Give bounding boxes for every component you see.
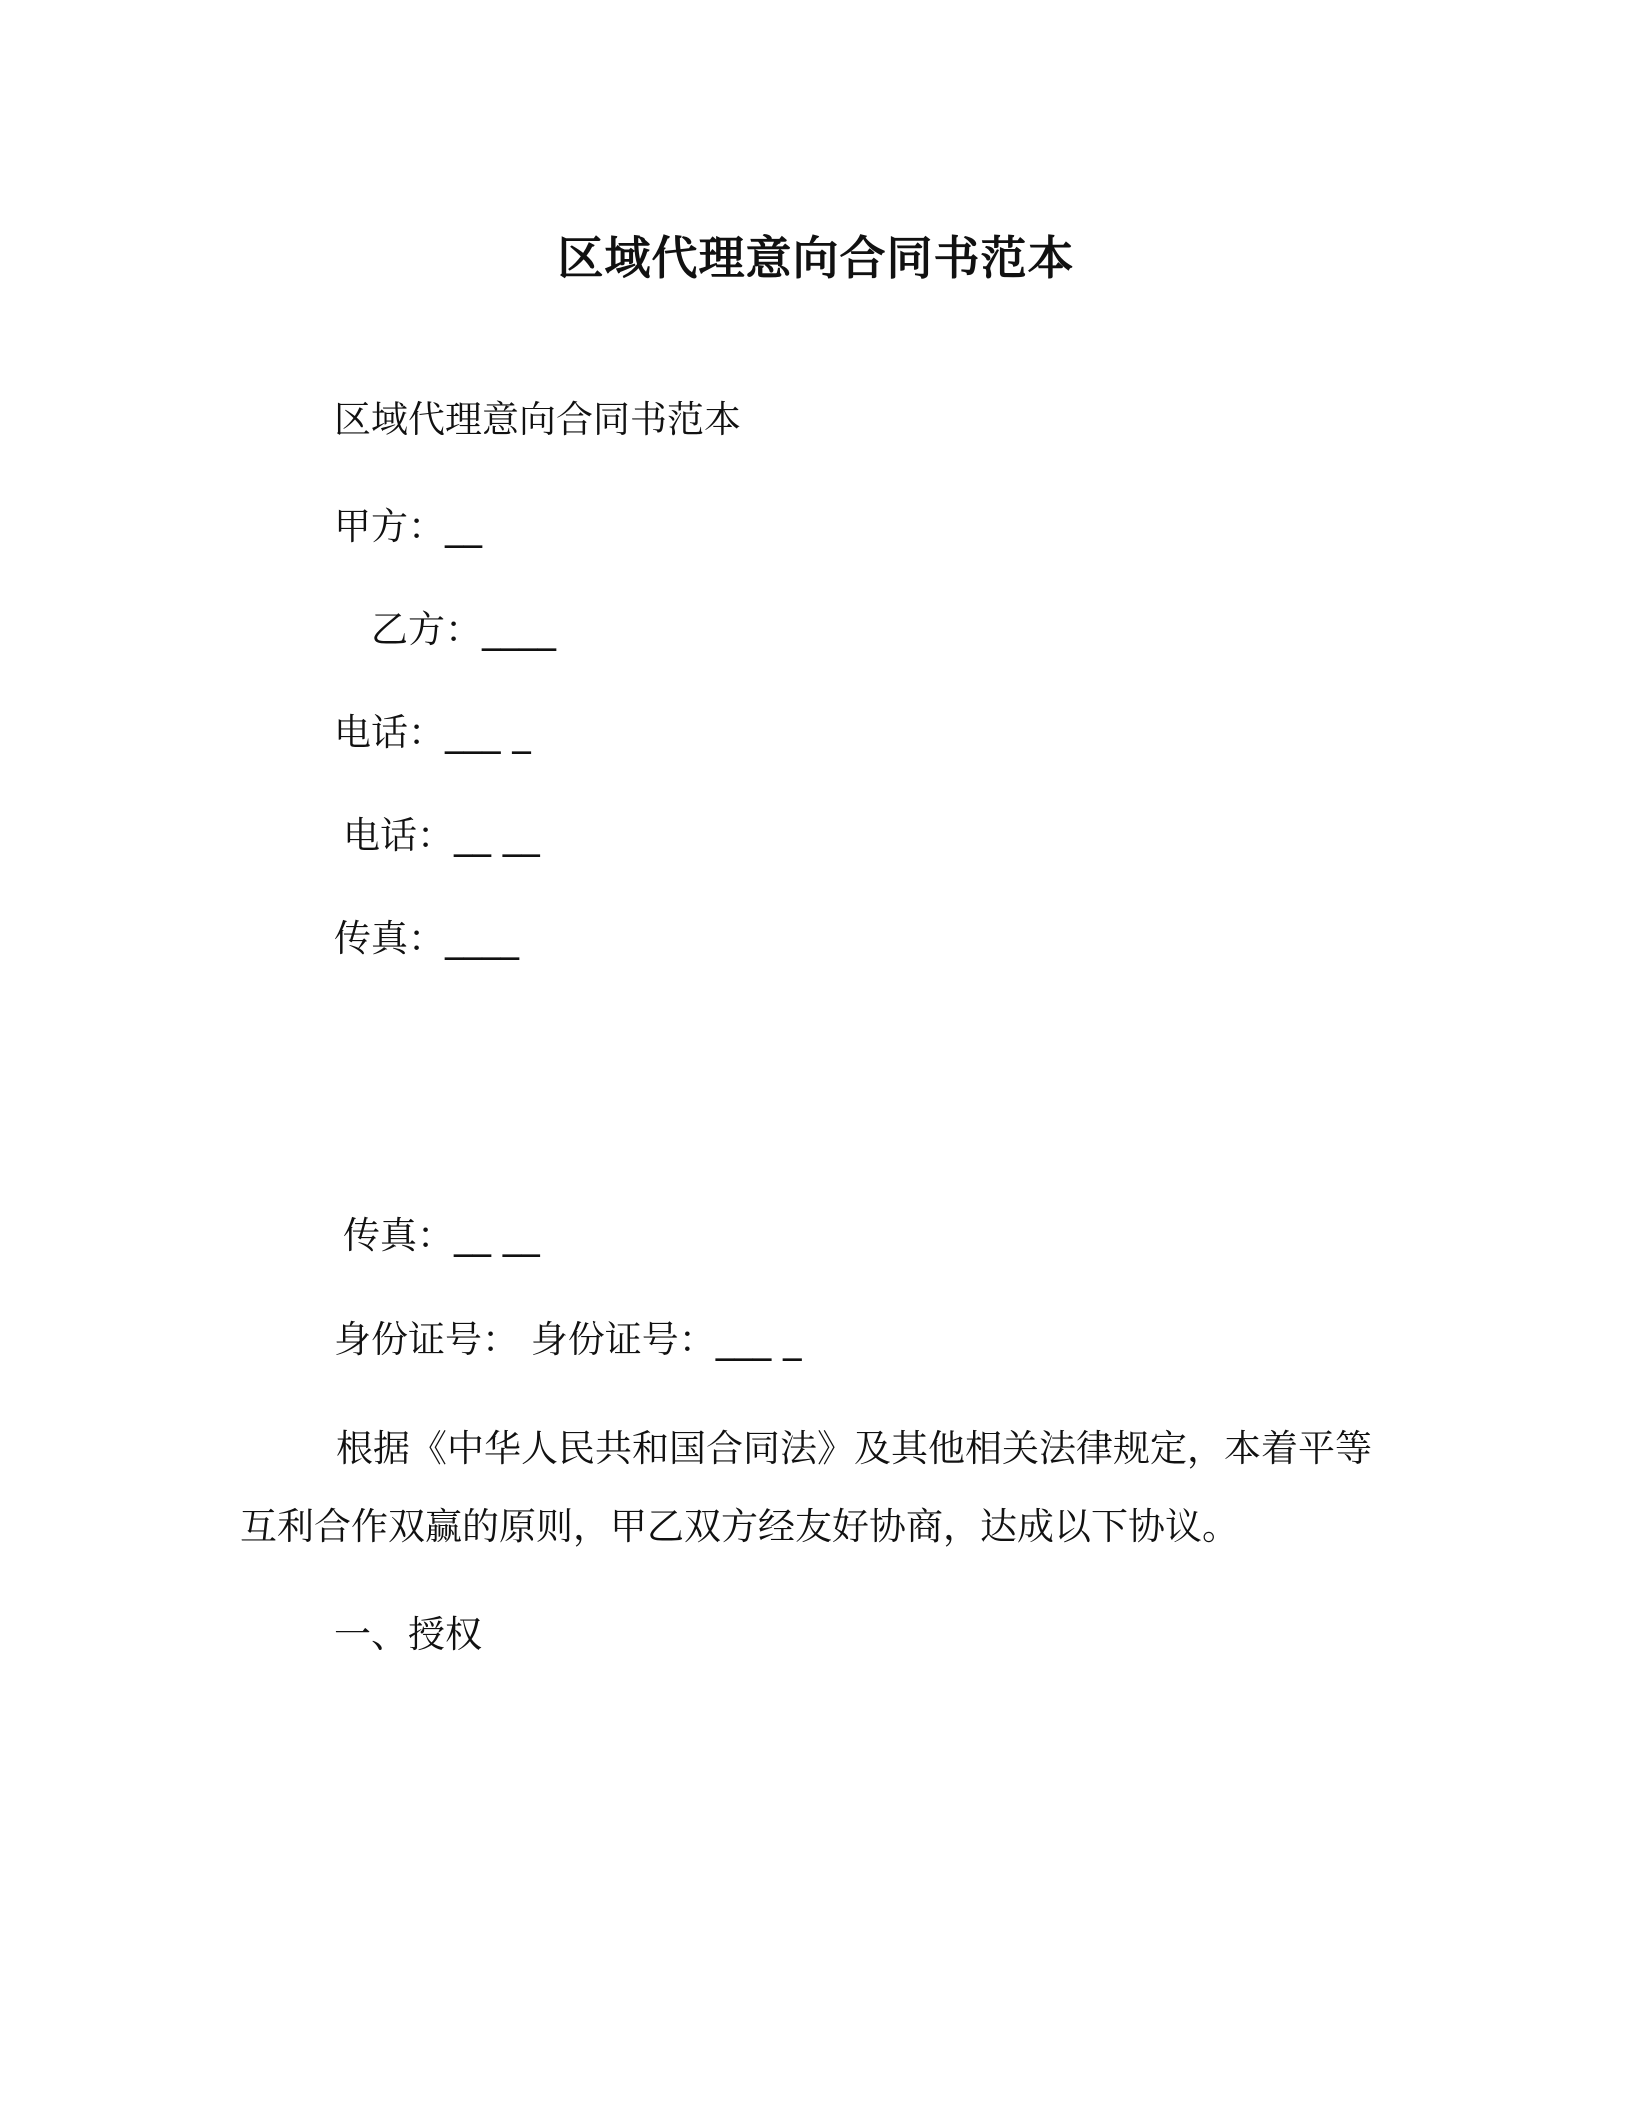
phone-field-1: 电话：___ _ (334, 711, 531, 754)
document-subtitle: 区域代理意向合同书范本 (334, 398, 741, 441)
id-number-field: 身份证号： 身份证号：___ _ (334, 1318, 802, 1361)
preamble-paragraph: 根据《中华人民共和国合同法》及其他相关法律规定，本着平等互利合作双赢的原则，甲乙双方经友好协商，达成以下协议。 (240, 1427, 1372, 1548)
section-heading-authorization: 一、授权 (334, 1613, 482, 1656)
party-a-field: 甲方：__ (334, 505, 482, 548)
fax-field-1: 传真：____ (334, 917, 519, 960)
party-b-field: 乙方：____ (371, 608, 556, 651)
phone-field-2: 电话：__ __ (343, 814, 540, 857)
document-title: 区域代理意向合同书范本 (557, 231, 1075, 285)
fax-field-2: 传真：__ __ (343, 1214, 540, 1257)
